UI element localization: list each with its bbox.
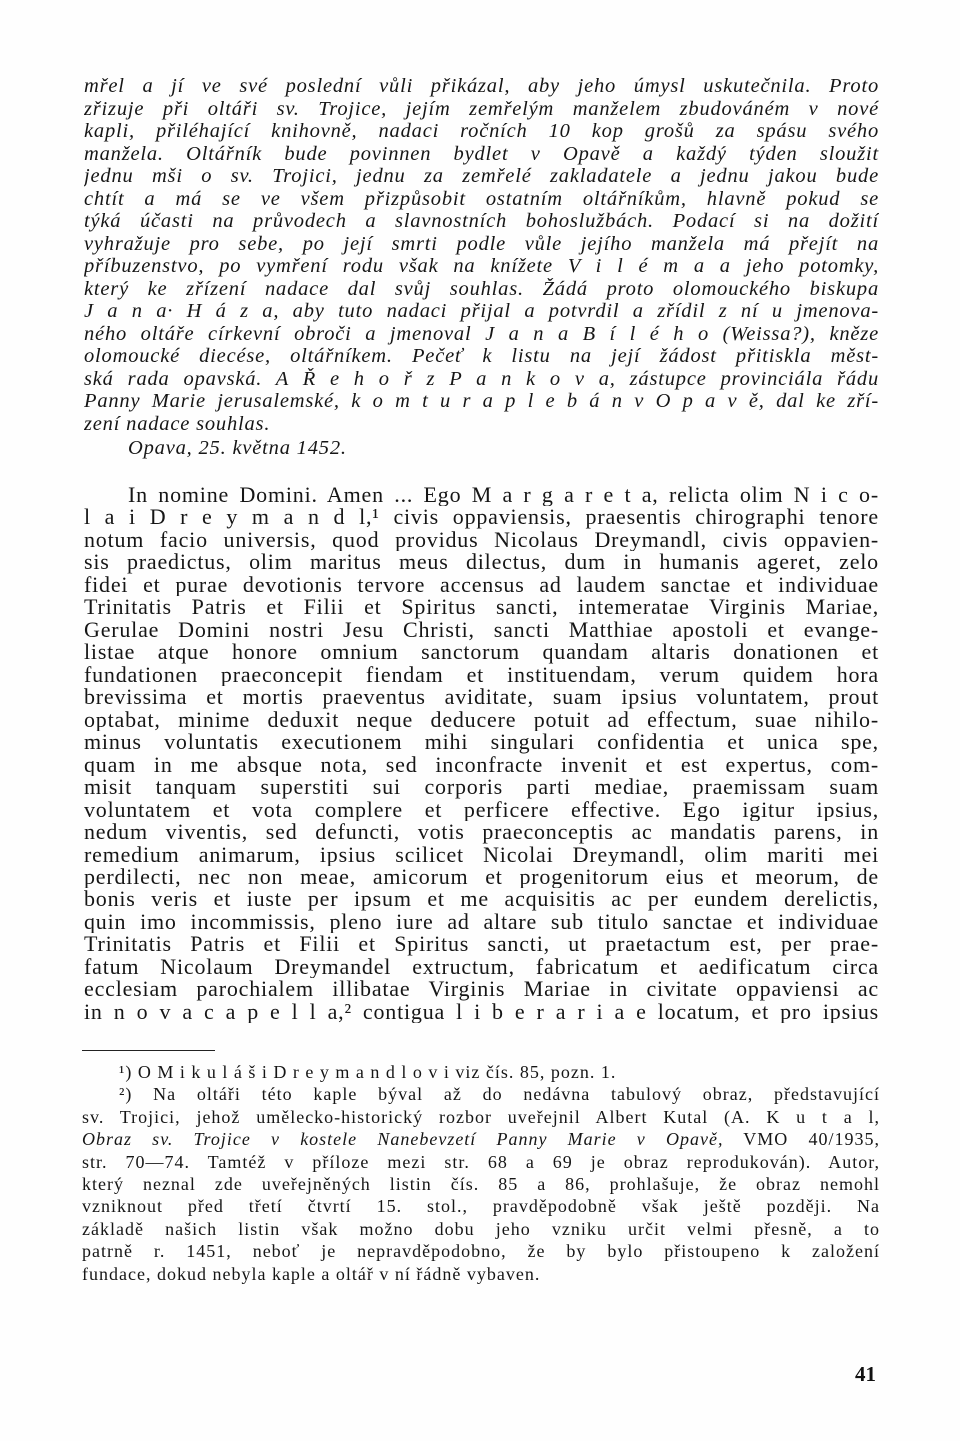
footnote-2-line <box>82 1128 880 1150</box>
regest-line: chtít a má se ve všem přizpůsobit ostatním oltářníkům, hlavně pokud se <box>84 187 879 210</box>
latin-text-line: Trinitatis Patris et Filii et Spiritus sancti, intemeratae Virginis Mariae, <box>84 596 879 619</box>
regest-line: manžela. Oltářník bude povinnen bydlet v Opavě a každý týden sloužit <box>84 142 879 165</box>
footnote-2-line: základě našich listin však možno dobu jeho vzniku určit velmi přesně, a to <box>82 1218 880 1239</box>
regest-line: týká účasti na průvodech a slavnostních bohoslužbách. Podací si na dožití <box>84 210 879 232</box>
regest-line: příbuzenstvo, po vymření rodu však na knížete V i l é m a a jeho potomky, <box>84 255 879 277</box>
regest-date: Opava, 25. května 1452. <box>128 437 347 459</box>
regest-line: ská rada opavská. A Ř e h o ř z P a n k o v a, zástupce provinciála řádu <box>84 367 879 390</box>
latin-text-line: quin imo incommissis, pleno iure ad altare sub titulo sanctae et individuae <box>84 910 879 934</box>
regest-line: vyhražuje pro sebe, po její smrti podle vůle jejího manžela má přejít na <box>84 232 879 255</box>
latin-text-line: nedum viventis, sed defuncti, votis praeconceptis ac mandatis parens, in <box>84 821 879 844</box>
latin-text-line: optabat, minime deduxit neque deducere potuit ad effectum, suae nihilo- <box>84 708 879 732</box>
regest-line: který ke zřízení nadace dal svůj souhlas. Žádá proto olomouckého biskupa <box>84 277 879 300</box>
footnotes-block <box>82 1061 880 1285</box>
regest-line: kapli, přiléhající knihovně, nadaci ročních 10 kop grošů za spásu svého <box>84 120 879 142</box>
regest-line: zení nadace souhlas. <box>84 412 271 435</box>
latin-text-line: notum facio universis, quod providus Nicolaus Dreymandl, civis oppavien- <box>84 528 879 552</box>
latin-text-line: listae atque honore omnium sanctorum quandam altaris donationen et <box>84 641 879 664</box>
footnote-separator <box>82 1050 215 1051</box>
latin-text-line: In nomine Domini. Amen ... Ego M a r g a r e t a, relicta olim N i c o- <box>128 484 879 507</box>
latin-text-line: fatum Nicolaum Dreymandel extructum, fabricatum et aedificatum circa <box>84 955 879 979</box>
latin-text-line: Gerulae Domini nostri Jesu Christi, sancti Matthiae apostoli et evange- <box>84 618 879 642</box>
latin-text-line: perdilecti, nec non meae, amicorum et progenitorum eius et meorum, de <box>84 865 879 889</box>
latin-text-line: fundationen praeconcepit fiendam et instituendam, verum quidem hora <box>84 663 879 687</box>
regest-line: mřel a jí ve své poslední vůli přikázal, aby jeho úmysl uskutečnila. Proto <box>84 75 879 97</box>
regest-line: olomoucké diecése, oltářníkem. Pečeť k listu na její žádost přitiskla měst- <box>84 345 879 367</box>
footnote-2-line: který neznal zde uveřejněných listin čís. 85 a 86, prohlašuje, že obraz nemohl <box>82 1173 880 1194</box>
latin-text-line: l a i D r e y m a n d l,¹ civis oppaviensis, praesentis chirographi tenore <box>84 506 879 529</box>
latin-text-line: fidei et purae devotionis tervore accensus ad laudem sanctae et individuae <box>84 573 879 597</box>
latin-text-block <box>84 484 879 1023</box>
footnote-2-line: vzniknout před třetí čtvrtí 15. stol., pravděpodobně však ještě později. Na <box>82 1196 880 1217</box>
latin-text-line: remedium animarum, ipsius scilicet Nicolai Dreymandl, olim mariti mei <box>84 843 879 866</box>
footnote-2-line: patrně r. 1451, neboť je nepravděpodobno, že by bylo přistoupeno k založení <box>82 1241 880 1262</box>
cited-work-title: Obraz sv. Trojice v kostele Nanebevzetí Panny Marie v Opavě, <box>82 1129 724 1150</box>
regest-line: ného oltáře církevní obroči a jmenoval J a n a B í l é h o (Weissa?), kněze <box>84 322 879 345</box>
latin-text-line: ecclesiam parochialem illibatae Virginis Mariae in civitate oppaviensi ac <box>84 978 879 1001</box>
regest-line: Panny Marie jerusalemské, k o m t u r a p l e b á n v O p a v ě, dal ke zří- <box>84 390 879 412</box>
regest-block <box>84 75 879 460</box>
cited-work-reference: VMO 40/1935, <box>723 1129 880 1150</box>
footnote-2-line: str. 70—74. Tamtéž v příloze mezi str. 68 a 69 je obraz reprodukován). Autor, <box>82 1151 880 1172</box>
footnote-2-line: ²) Na oltáři této kaple býval až do nedávna tabulový obraz, představující <box>119 1084 880 1105</box>
latin-text-line: brevissima et mortis praeventus aviditate, suam ipsius voluntatem, prout <box>84 686 879 709</box>
regest-line: zřizuje při oltáři sv. Trojice, jejím zemřelým manželem zbudováném v nové <box>84 97 879 120</box>
latin-text-line: misit tanquam superstiti sui corporis parti mediae, praemissam suam <box>84 776 879 799</box>
regest-line: J a n a· H á z a, aby tuto nadaci přijal a potvrdil a zřídil z ní u jmenova- <box>84 300 879 322</box>
latin-text-line: sis praedictus, olim maritus meus dilectus, dum in humanis ageret, zelo <box>84 551 879 574</box>
footnote-1: ¹) O M i k u l á š i D r e y m a n d l o v i viz čís. 85, pozn. 1. <box>119 1062 617 1082</box>
regest-line: jednu mši o sv. Trojici, jednu za zemřelé zakladatele a jednu jakou bude <box>84 165 879 187</box>
latin-text-line: minus voluntatis executionem mihi singulari confidentia et unica spe, <box>84 731 879 754</box>
latin-text-line: in n o v a c a p e l l a,² contigua l i b e r a r i a e locatum, et pro ipsius <box>84 1000 879 1024</box>
latin-text-line: bonis veris et iuste per ipsum et me acquisitis ac per eundem derelictis, <box>84 888 879 911</box>
latin-text-line: voluntatem et vota complere et perficere effective. Ego igitur ipsius, <box>84 798 879 822</box>
latin-text-line: Trinitatis Patris et Filii et Spiritus sancti, ut praetactum est, per prae- <box>84 933 879 956</box>
latin-text-line: quam in me absque nota, sed inconfracte invenit et est expertus, com- <box>84 753 879 777</box>
footnote-2-line: fundace, dokud nebyla kaple a oltář v ní řádně vybaven. <box>82 1263 541 1284</box>
footnote-2-line: sv. Trojici, jehož umělecko-historický rozbor uveřejnil Albert Kutal (A. K u t a l, <box>82 1106 880 1127</box>
page-number: 41 <box>855 1362 876 1386</box>
